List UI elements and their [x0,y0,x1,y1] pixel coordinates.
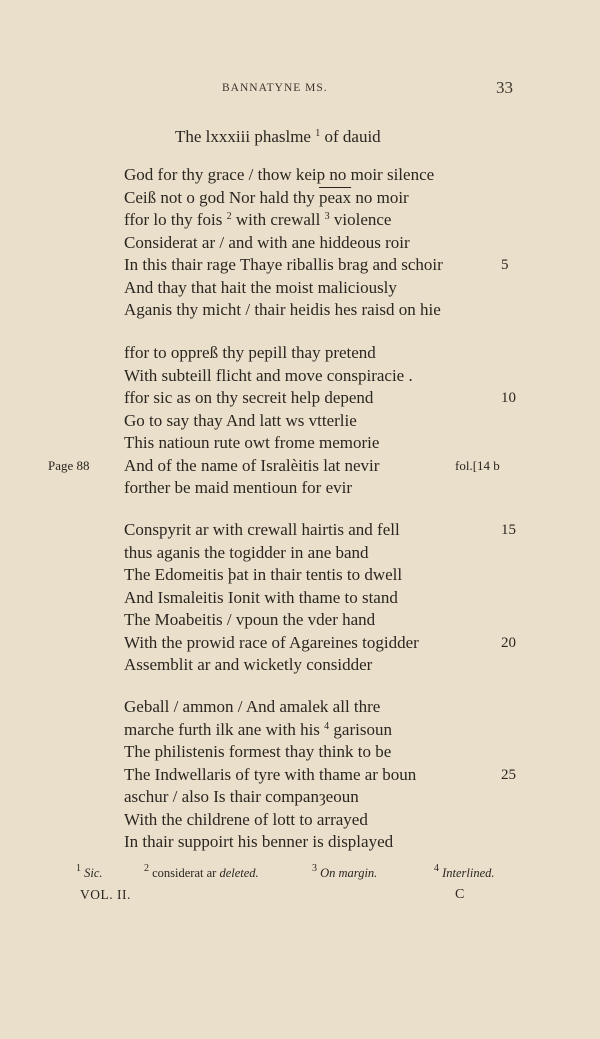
verse-line: Conspyrit ar with crewall hairtis and fell 15 [124,519,419,542]
verse-line: And Ismaleitis Ionit with thame to stand [124,587,398,607]
footnote-2: $^2$ considerat ar deleted. [144,863,259,880]
volume-label: VOL. II. [80,887,131,902]
footnote-3: $^3$ On margin. [312,863,378,880]
verse-line: With subteill flicht and move conspiracie . [124,365,413,385]
stanza-2 [48,342,516,500]
verse-line: In thair suppoirt his benner is displayed [124,832,394,851]
verse-line: Considerat ar / and with ane hiddeous roir [124,232,410,252]
verse-line: Ceiß not o god Nor hald thy peax no moir [124,187,409,207]
verse-line: In this thair rage Thaye riballis brag and schoir 5 [124,254,443,277]
stanza-4 [124,696,516,854]
title-text: The lxxxiii phaslme [175,127,311,146]
signature-mark: C [455,887,465,902]
footnote-ref: 1 [315,128,321,139]
verse-line: God for thy grace / thow keip no moir silence [124,165,435,184]
footnote-ref: 2 [226,211,232,222]
line-number: 10 [501,390,516,406]
verse-line: The Edomeitis þat in thair tentis to dwell [124,565,403,584]
verse-line: Assemblit ar and wicketly considder [124,655,373,674]
footnote-ref: 4 [324,720,330,732]
line-number: 25 [501,766,516,783]
verse-line: This natioun rute owt frome memorie [124,433,380,452]
verse-line: Geball / ammon / And amalek all thre [124,697,381,716]
verse-line: The philistenis formest thay think to be [124,742,392,761]
verse-line: aschur / also Is thair companȝeoun [124,787,359,806]
title-text: of dauid [324,127,381,146]
stanza-3 [124,519,516,677]
page-number: 33 [496,78,513,97]
verse-line: thus aganis the togidder in ane band [124,542,369,562]
verse-line: And thay that hait the moist maliciously [124,277,397,297]
footnote-4: $^4$ Interlined. [434,863,495,880]
verse-line: forther be maid mentioun for evir [124,478,353,497]
folio-ref: fol.[14 b [455,457,500,473]
footnote-1: $^1$ Sic. [76,863,103,880]
line-number: 20 [501,634,516,651]
verse-line: The Indwellaris of tyre with thame ar boun 25 [124,764,416,787]
line-number: 15 [501,522,516,538]
verse-line: With the childrene of lott to arrayed [124,809,368,829]
verse-line: ffor to oppreß thy pepill thay pretend [124,343,376,362]
footnote-ref: 3 [324,211,330,222]
verse-line: marche furth ilk ane with his $^4$ garisoun [124,719,392,739]
line-number: 5 [501,257,509,273]
verse-line: With the prowid race of Agareines togidder 20 [124,632,419,655]
verse-line: Aganis thy micht / thair heidis hes raisd on hie [124,300,441,319]
verse-line: Page 88 And of the name of Isralèitis lat nevir fol.[14 b [124,455,413,478]
poem-title [175,127,381,147]
manuscript-page-ref: Page 88 [48,457,90,473]
stanza-1 [124,164,509,322]
verse-line: ffor lo thy fois $^2$ with crewall $^3$ violence [124,210,392,229]
abbreviation-mark: peax [319,187,352,207]
verse-line: Go to say thay And latt ws vtterlie [124,410,357,430]
verse-line: ffor sic as on thy secreit help depend 10 [124,387,413,410]
verse-line: The Moabeitis / vpoun the vder hand [124,610,376,629]
running-title: BANNATYNE MS. [222,82,328,94]
